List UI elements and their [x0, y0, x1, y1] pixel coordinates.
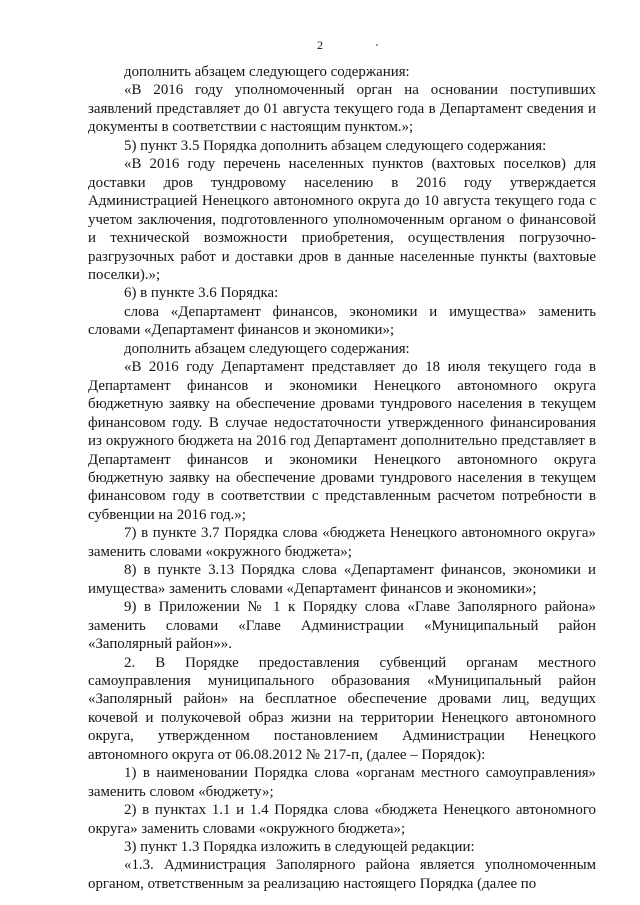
paragraph: «В 2016 году уполномоченный орган на основании поступивших заявлений представляет до 01 августа текущего года в Департамент сведения и документы в соответствии с настоящим пунктом.»;	[88, 82, 596, 136]
paragraph: 2) в пунктах 1.1 и 1.4 Порядка слова «бюджета Ненецкого автономного округа» заменить словами «окружного бюджета»;	[88, 802, 596, 837]
document-body	[88, 63, 596, 893]
paragraph: 3) пункт 1.3 Порядка изложить в следующей редакции:	[124, 839, 475, 856]
paragraph: 9) в Приложении № 1 к Порядку слова «Главе Заполярного района» заменить словами «Главе Администрации «Муниципальный район «Заполярный район»».	[88, 599, 596, 653]
paragraph: 1) в наименовании Порядка слова «органам местного самоуправления» заменить словом «бюджету»;	[88, 765, 596, 800]
scan-speck	[376, 44, 378, 46]
paragraph: «В 2016 году Департамент представляет до 18 июля текущего года в Департамент финансов и экономики Ненецкого автономного округа бюджетную заявку на обеспечение дровами тундрового населения в текущем финансовом году. В случае недостаточности утвержденного финансирования из окружного бюджета на 2016 год Департамент дополнительно представляет в Департамент финансов и экономики Ненецкого автономного округа бюджетную заявку на обеспечение дровами тундрового населения в текущем финансовом году в соответствии с представленным расчетом потребности в субвенции на 2016 год.»;	[88, 359, 596, 523]
paragraph: 8) в пункте 3.13 Порядка слова «Департамент финансов, экономики и имущества» заменить словами «Департамент финансов и экономики»;	[88, 562, 596, 597]
paragraph: «1.3. Администрация Заполярного района является уполномоченным органом, ответственным за реализацию настоящего Порядка (далее по	[88, 857, 596, 892]
paragraph: дополнить абзацем следующего содержания:	[124, 340, 410, 357]
paragraph: 2. В Порядке предоставления субвенций органам местного самоуправления муниципального образования «Муниципальный район «Заполярный район» на бесплатное обеспечение дровами лиц, ведущих кочевой и полукочевой образ жизни на территории Ненецкого автономного округа, утвержденном постановлением Администрации Ненецкого автономного округа от 06.08.2012 № 217-п, (далее – Порядок):	[88, 654, 596, 763]
paragraph: дополнить абзацем следующего содержания:	[124, 64, 410, 80]
paragraph: «В 2016 году перечень населенных пунктов (вахтовых поселков) для доставки дров тундровому населению в 2016 году утверждается Администрацией Ненецкого автономного округа до 10 августа текущего года с учетом заключения, подготовленного уполномоченным органом о финансовой и технической возможности приобретения, осуществления погрузочно-разгрузочных работ и доставки дров в данные населенные пункты (вахтовые поселки).»;	[88, 156, 596, 283]
page-number: 2	[317, 38, 323, 52]
paragraph: 7) в пункте 3.7 Порядка слова «бюджета Ненецкого автономного округа» заменить словами «окружного бюджета»;	[88, 525, 596, 560]
paragraph: 6) в пункте 3.6 Порядка:	[124, 285, 279, 302]
paragraph: 5) пункт 3.5 Порядка дополнить абзацем следующего содержания:	[124, 137, 547, 154]
paragraph: слова «Департамент финансов, экономики и имущества» заменить словами «Департамент финансов и экономики»;	[88, 303, 596, 339]
